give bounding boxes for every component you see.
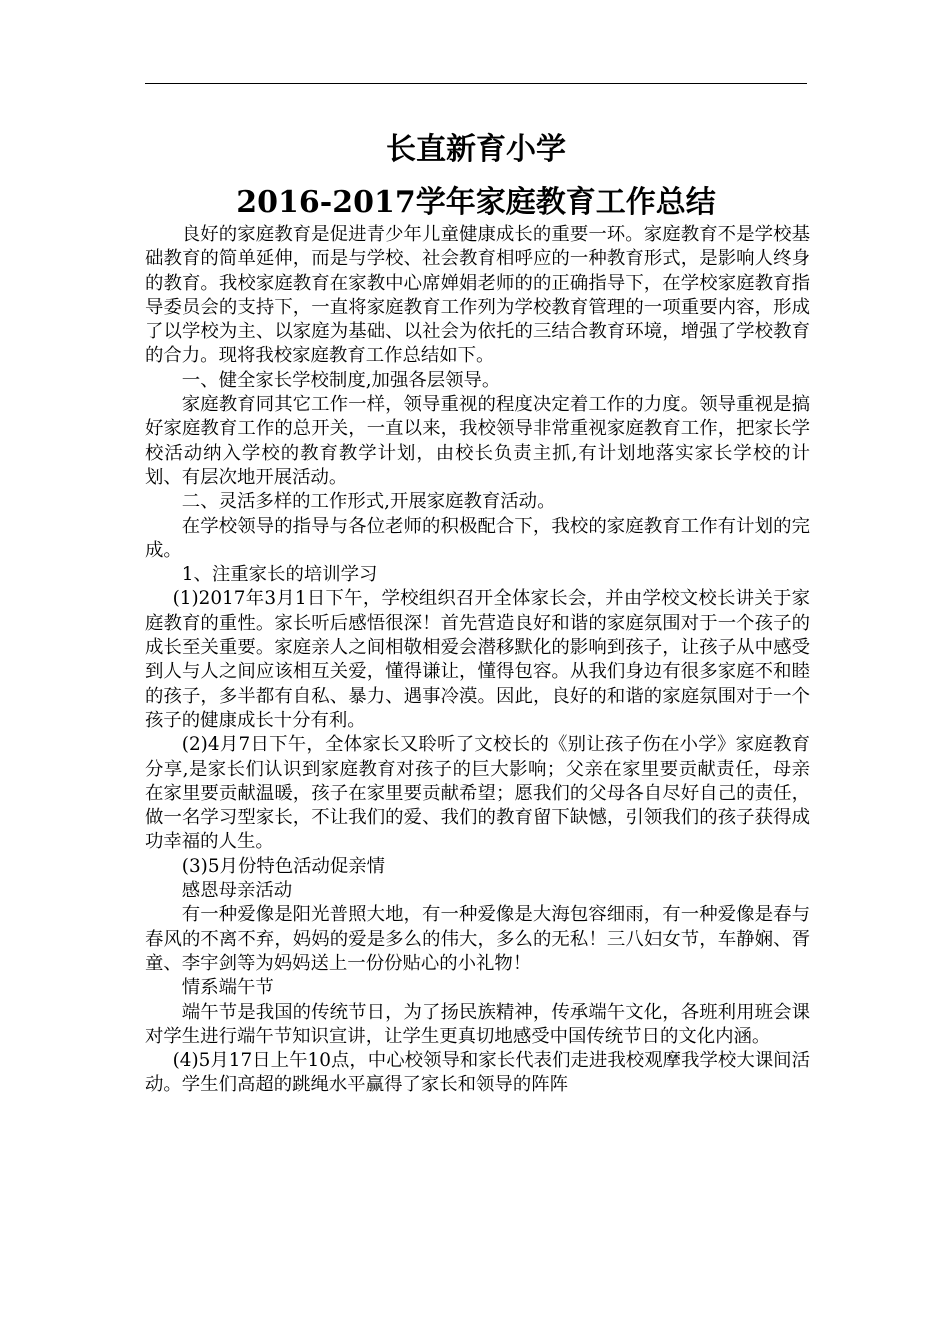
- document-subtitle: 2016-2017学年家庭教育工作总结: [236, 185, 716, 220]
- document-title: 长直新育小学: [386, 132, 566, 167]
- document-body: [145, 223, 810, 1098]
- section-heading-1: 一、健全家长学校制度,加强各层领导。: [181, 369, 501, 391]
- paragraph-item-2: (2)4月7日下午，全体家长又聆听了文校长的《别让孩子伤在小学》家庭教育分享,是家长们认识到家庭教育对孩子的巨大影响；父亲在家里要贡献责任，母亲在家里要贡献温暖，孩子在家里要贡献希望；愿我们的父母各自尽好自己的责任，做一名学习型家长，不让我们的爱、我们的教育留下缺憾，引领我们的孩子获得成功幸福的人生。: [145, 734, 810, 853]
- paragraph-item-4: (4)5月17日上午10点，中心校领导和家长代表们走进我校观摩我学校大课间活动。学生们高超的跳绳水平赢得了家长和领导的阵阵: [145, 1050, 810, 1096]
- paragraph-leadership: 家庭教育同其它工作一样，领导重视的程度决定着工作的力度。领导重视是搞好家庭教育工作的总开关，一直以来，我校领导非常重视家庭教育工作，把家长学校活动纳入学校的教育教学计划，由校长负责主抓,有计划地落实家长学校的计划、有层次地开展活动。: [145, 394, 810, 488]
- paragraph-mother: 有一种爱像是阳光普照大地，有一种爱像是大海包容细雨，有一种爱像是春与春风的不离不弃，妈妈的爱是多么的伟大，多么的无私！三八妇女节，车静娴、胥童、李宇剑等为妈妈送上一份份贴心的小礼物！: [145, 904, 810, 974]
- paragraph-cooperation: 在学校领导的指导与各位老师的积极配合下，我校的家庭教育工作有计划的完成。: [145, 515, 810, 561]
- activity-heading-dragon-boat: 情系端午节: [181, 977, 274, 999]
- subsection-heading-1: 1、注重家长的培训学习: [181, 564, 378, 586]
- paragraph-item-3-heading: (3)5月份特色活动促亲情: [181, 855, 386, 877]
- activity-heading-mother: 感恩母亲活动: [181, 880, 293, 902]
- paragraph-dragon-boat: 端午节是我国的传统节日，为了扬民族精神，传承端午文化，各班利用班会课对学生进行端午节知识宣讲，让学生更真切地感受中国传统节日的文化内涵。: [145, 1001, 810, 1047]
- header-rule: [145, 83, 807, 84]
- paragraph-item-1: (1)2017年3月1日下午，学校组织召开全体家长会，并由学校文校长讲关于家庭教育的重性。家长听后感悟很深！首先营造良好和谐的家庭氛围对于一个孩子的成长至关重要。家庭亲人之间相敬相爱会潜移默化的影响到孩子，让孩子从中感受到人与人之间应该相互关爱，懂得谦让，懂得包容。从我们身边有很多家庭不和睦的孩子，多半都有自私、暴力、遇事冷漠。因此，良好的和谐的家庭氛围对于一个孩子的健康成长十分有利。: [145, 588, 810, 731]
- section-heading-2: 二、灵活多样的工作形式,开展家庭教育活动。: [181, 491, 556, 513]
- paragraph-intro: 良好的家庭教育是促进青少年儿童健康成长的重要一环。家庭教育不是学校基础教育的简单延伸，而是与学校、社会教育相呼应的一种教育形式，是影响人终身的教育。我校家庭教育在家教中心席婵娟老师的的正确指导下，在学校家庭教育指导委员会的支持下，一直将家庭教育工作列为学校教育管理的一项重要内容，形成了以学校为主、以家庭为基础、以社会为依托的三结合教育环境，增强了学校教育的合力。现将我校家庭教育工作总结如下。: [145, 224, 810, 367]
